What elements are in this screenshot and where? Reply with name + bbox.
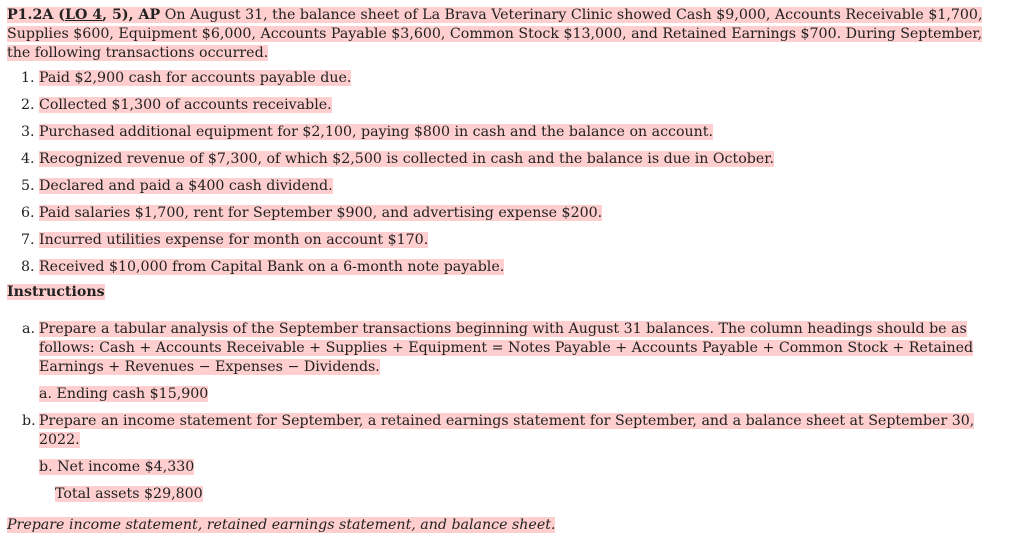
transaction-text: Paid salaries $1,700, rent for September $900, and advertising expense $200. [39, 205, 603, 221]
answer-total-assets: Total assets $29,800 [55, 486, 203, 502]
transaction-item [21, 150, 1007, 169]
instruction-a [22, 320, 1007, 404]
answer-ending-cash: a. Ending cash $15,900 [39, 386, 209, 402]
transaction-text: Paid $2,900 cash for accounts payable due. [39, 70, 352, 86]
answer-net-income: b. Net income $4,330 [39, 459, 195, 475]
instruction-a-text: Prepare a tabular analysis of the September transactions beginning with August 31 balances. The column headings should be as follows: Cash + Accounts Receivable + Supplies + Equipment = Notes Payable + Accounts Payable + Common Stock + Retained Earnings + Revenues − Expenses − Dividends. [39, 321, 974, 375]
transaction-item [21, 204, 1007, 223]
problem-intro [7, 6, 1007, 63]
transaction-item [21, 258, 1007, 277]
instruction-b-number: b. [22, 413, 36, 429]
problem-label-prefix: P1.2A ( [7, 7, 66, 23]
transaction-number: 8. [21, 259, 35, 275]
transaction-number: 6. [21, 205, 35, 221]
transaction-item [21, 177, 1007, 196]
instructions-heading: Instructions [7, 284, 105, 300]
transaction-text: Incurred utilities expense for month on account $170. [39, 232, 429, 248]
transaction-number: 3. [21, 124, 35, 140]
transaction-text: Received $10,000 from Capital Bank on a 6-month note payable. [39, 259, 505, 275]
transaction-text: Recognized revenue of $7,300, of which $2,500 is collected in cash and the balance is due in October. [39, 151, 774, 167]
problem-label [7, 7, 160, 23]
instruction-b-text: Prepare an income statement for September, a retained earnings statement for September, and a balance sheet at September 30, 2022. [39, 413, 975, 448]
transaction-list [7, 69, 1007, 277]
instruction-b [22, 412, 1007, 504]
problem-intro-text: On August 31, the balance sheet of La Brava Veterinary Clinic showed Cash $9,000, Accounts Receivable $1,700, Supplies $600, Equipment $6,000, Accounts Payable $3,600, Common Stock $13,000, and Retained Earnings $700. During September, the following transactions occurred. [7, 7, 983, 61]
transaction-number: 2. [21, 97, 35, 113]
transaction-number: 1. [21, 70, 35, 86]
transaction-text: Collected $1,300 of accounts receivable. [39, 97, 332, 113]
transaction-item [21, 231, 1007, 250]
transaction-number: 5. [21, 178, 35, 194]
transaction-number: 4. [21, 151, 35, 167]
transaction-text: Declared and paid a $400 cash dividend. [39, 178, 333, 194]
transaction-item [21, 123, 1007, 142]
instruction-list [7, 320, 1007, 504]
instruction-a-number: a. [22, 321, 35, 337]
learning-objective-link[interactable]: LO 4 [65, 7, 103, 23]
footer-prompt: Prepare income statement, retained earnings statement, and balance sheet. [7, 517, 556, 533]
transaction-item [21, 69, 1007, 88]
problem-label-suffix: , 5), AP [102, 7, 161, 23]
transaction-number: 7. [21, 232, 35, 248]
transaction-item [21, 96, 1007, 115]
transaction-text: Purchased additional equipment for $2,100, paying $800 in cash and the balance on account. [39, 124, 714, 140]
